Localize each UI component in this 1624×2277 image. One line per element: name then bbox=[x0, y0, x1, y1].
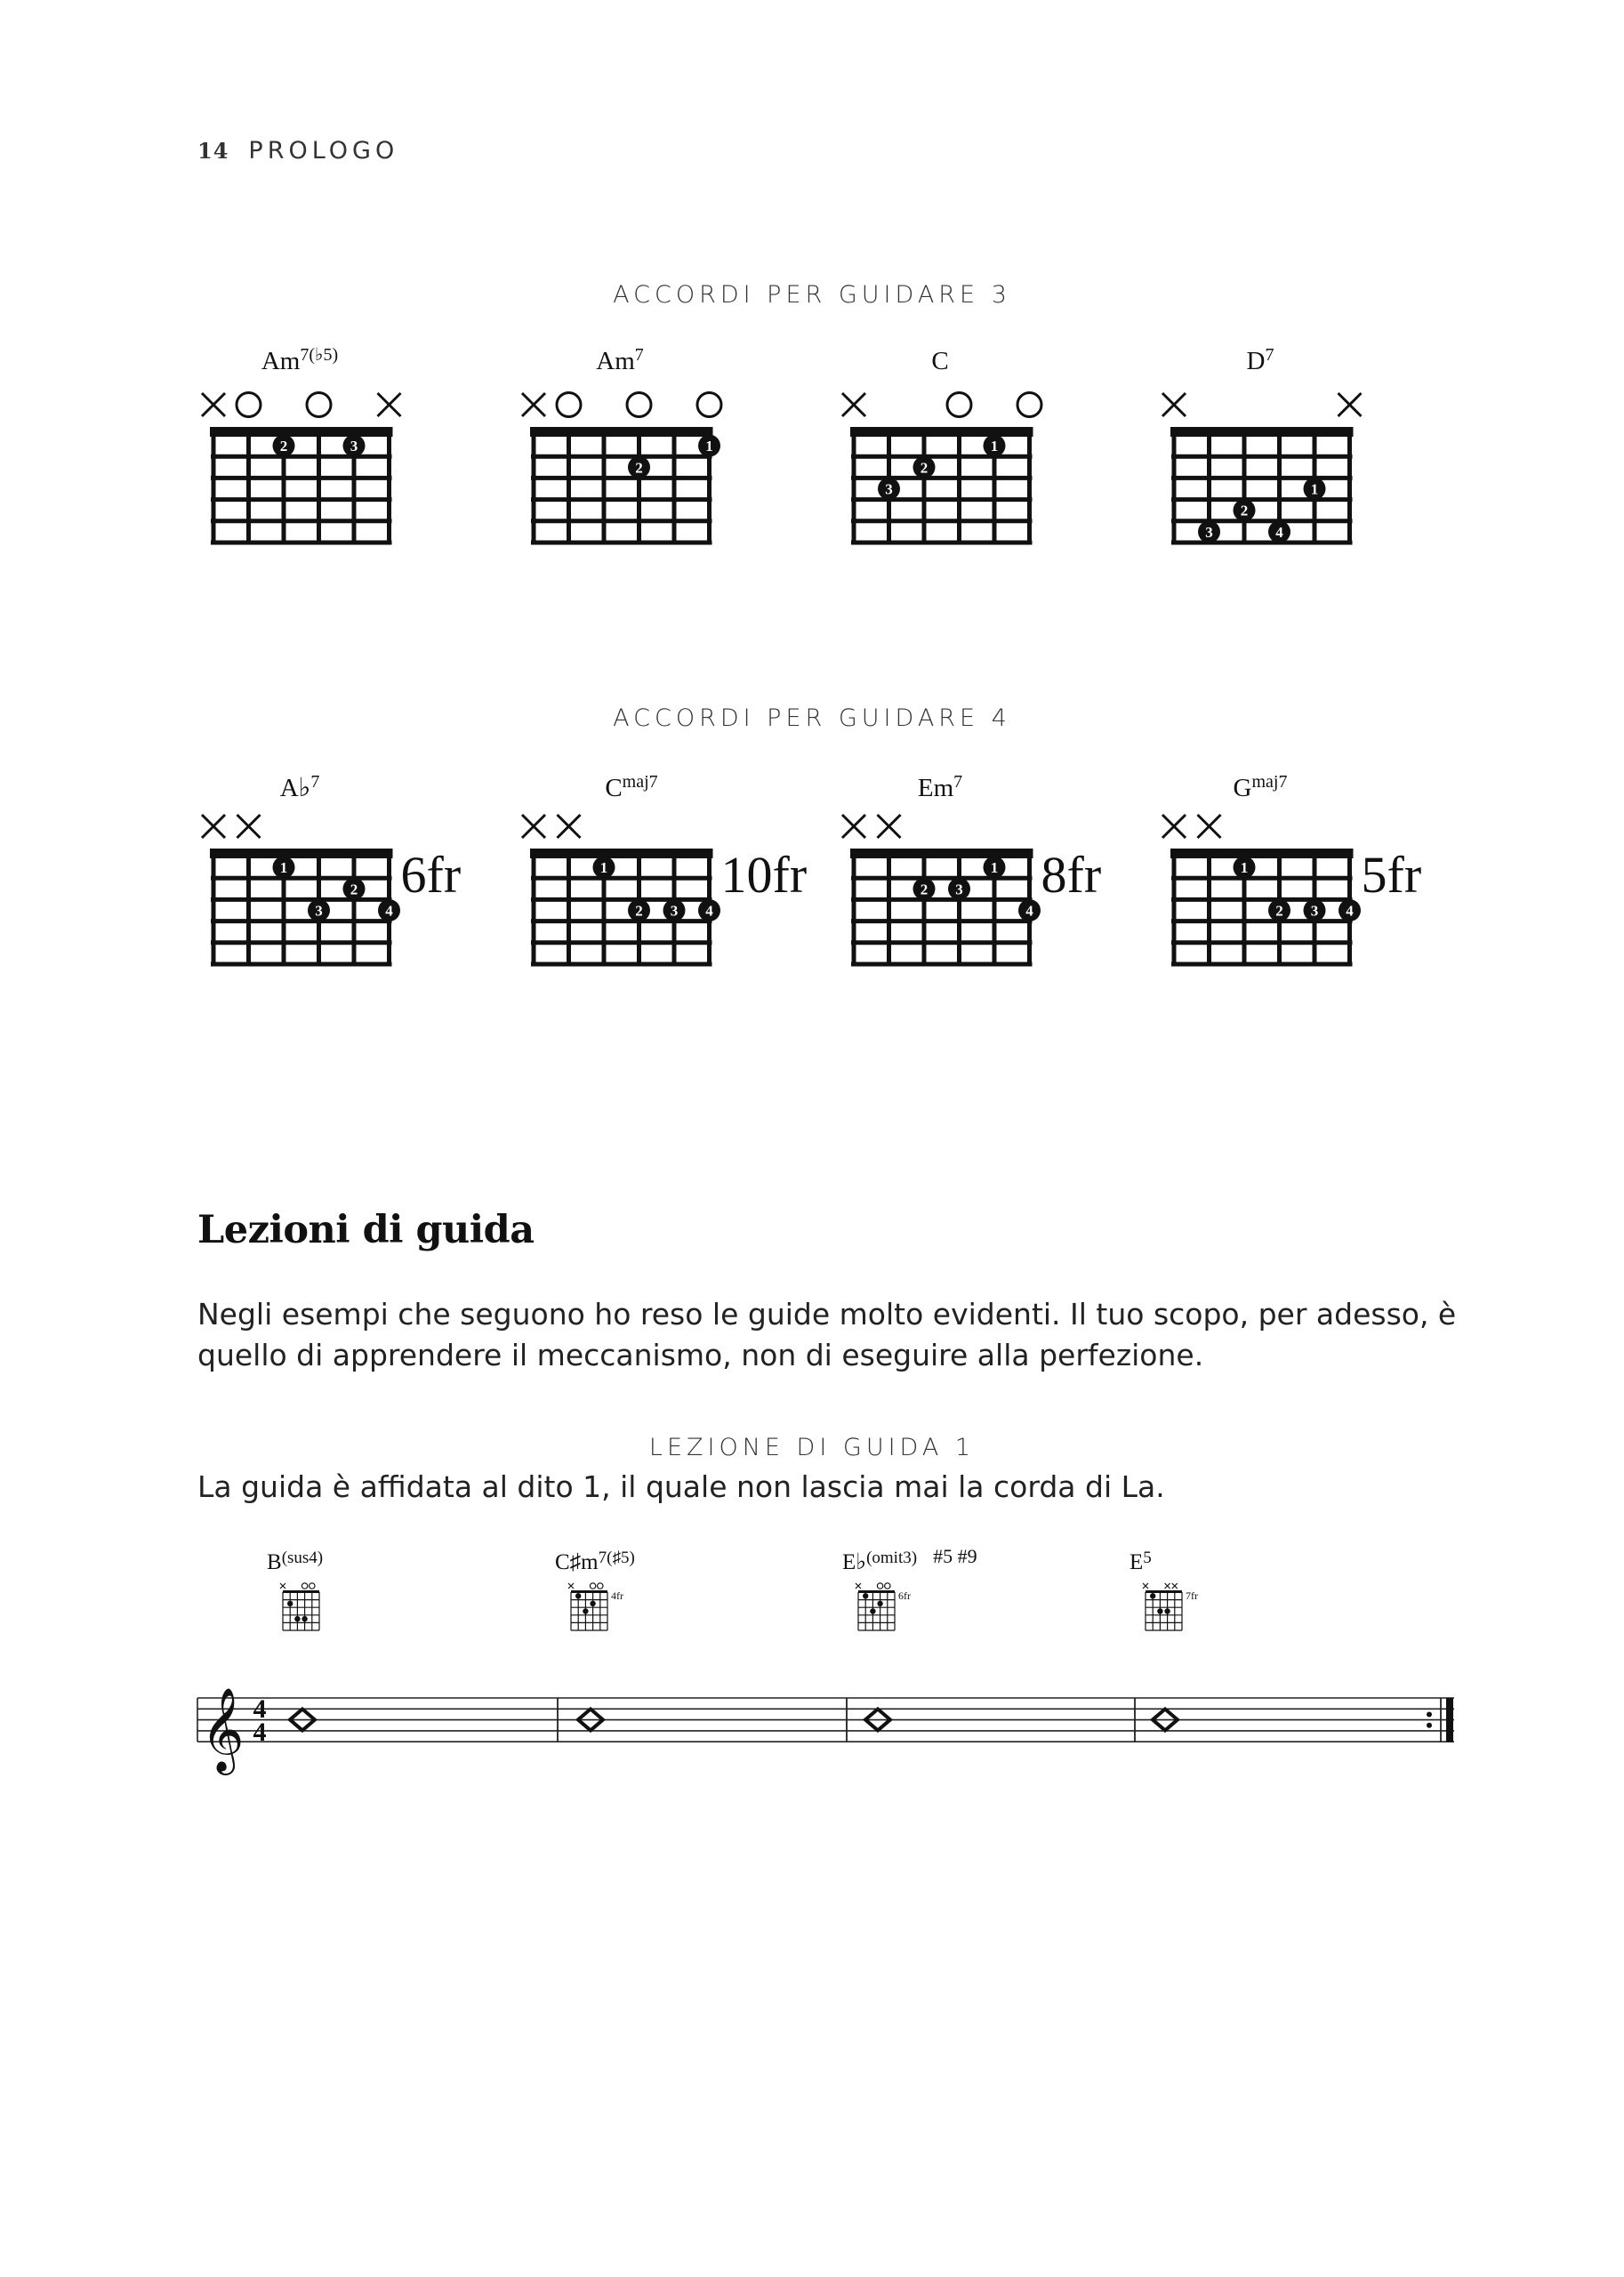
repeat-dot bbox=[1427, 1723, 1432, 1728]
small-chord-diagram bbox=[555, 1549, 635, 1630]
chord-name: $G^{maj7}$ bbox=[1233, 772, 1288, 802]
running-head bbox=[197, 137, 398, 165]
nut bbox=[850, 427, 1033, 437]
finger-dot bbox=[870, 1608, 875, 1613]
lesson-1-notation bbox=[0, 1539, 1624, 1788]
finger-dot bbox=[877, 1601, 882, 1606]
nut bbox=[530, 427, 713, 437]
lesson-description: La guida è affidata al dito 1, il quale non lascia mai la corda di La. bbox=[197, 1469, 1165, 1504]
fret-position-label: 6fr bbox=[400, 846, 462, 904]
finger-number: 4 bbox=[1346, 902, 1354, 920]
lesson-title: LEZIONE DI GUIDA 1 bbox=[648, 1434, 976, 1461]
chord-diagram bbox=[522, 772, 807, 966]
finger-dot bbox=[590, 1601, 595, 1606]
finger-dot bbox=[294, 1616, 300, 1621]
finger-number: 2 bbox=[279, 438, 288, 455]
fret-position-label: 10fr bbox=[720, 846, 808, 904]
finger-dot bbox=[287, 1601, 293, 1606]
open-string-icon bbox=[237, 393, 261, 417]
finger-number: 1 bbox=[279, 859, 288, 877]
nut bbox=[858, 1590, 895, 1593]
chord-diagrams-4 bbox=[0, 756, 1624, 1050]
chord-name: Am$^7$ bbox=[596, 345, 644, 375]
muted-string-icon bbox=[378, 393, 401, 416]
muted-string-icon bbox=[1162, 393, 1186, 416]
muted-string-icon bbox=[1172, 1583, 1178, 1589]
muted-string-icon bbox=[1198, 815, 1221, 838]
finger-number: 4 bbox=[1275, 523, 1283, 541]
chord-name: $D^7$ bbox=[1246, 345, 1274, 375]
muted-string-icon bbox=[522, 393, 545, 416]
open-string-icon bbox=[557, 393, 581, 417]
intro-paragraph: Negli esempi che seguono ho reso le guide molto evidenti. Il tuo scopo, per adesso, è quello di apprendere il meccanismo, non di eseguire alla perfezione. bbox=[197, 1297, 1457, 1372]
open-string-icon bbox=[947, 393, 971, 417]
small-chord-name: E♭$^{(omit3)}$ #5 #9 bbox=[842, 1545, 977, 1574]
open-string-icon bbox=[310, 1583, 315, 1589]
open-string-icon bbox=[598, 1583, 603, 1589]
open-string-icon bbox=[301, 1583, 307, 1589]
muted-string-icon bbox=[202, 815, 225, 838]
muted-string-icon bbox=[558, 815, 581, 838]
nut bbox=[1170, 427, 1354, 437]
muted-string-icon bbox=[842, 815, 865, 838]
open-string-icon bbox=[885, 1583, 890, 1589]
muted-string-icon bbox=[842, 393, 865, 416]
finger-number: 4 bbox=[385, 902, 393, 920]
finger-number: 1 bbox=[1240, 859, 1249, 877]
nut bbox=[1170, 849, 1354, 858]
chord-name: $Am^{7(♭5)}$ bbox=[261, 345, 339, 375]
finger-number: 4 bbox=[1025, 902, 1033, 920]
chord-diagram bbox=[522, 345, 721, 544]
finger-number: 4 bbox=[705, 902, 713, 920]
final-thick-barline bbox=[1446, 1698, 1453, 1742]
finger-dot bbox=[1157, 1608, 1162, 1613]
chord-diagram bbox=[202, 345, 401, 544]
muted-string-icon bbox=[1165, 1583, 1170, 1589]
muted-string-icon bbox=[1143, 1583, 1148, 1589]
muted-string-icon bbox=[856, 1583, 861, 1589]
muted-string-icon bbox=[1339, 393, 1362, 416]
fret-position-label: 4fr bbox=[611, 1589, 623, 1602]
nut bbox=[850, 849, 1033, 858]
nut bbox=[210, 427, 393, 437]
nut bbox=[1146, 1590, 1182, 1593]
running-title: PROLOGO bbox=[248, 137, 399, 165]
finger-number: 2 bbox=[1240, 502, 1249, 519]
finger-number: 3 bbox=[1205, 523, 1213, 541]
chord-diagram bbox=[202, 772, 461, 966]
finger-number: 3 bbox=[315, 902, 323, 920]
muted-string-icon bbox=[202, 393, 225, 416]
nut bbox=[530, 849, 713, 858]
small-chord-name: $C♯m^{7(♯5)}$ bbox=[555, 1549, 635, 1574]
nut bbox=[283, 1590, 319, 1593]
small-chord-diagram bbox=[842, 1545, 977, 1630]
finger-dot bbox=[1150, 1593, 1155, 1598]
fret-position-label: 6fr bbox=[898, 1589, 911, 1602]
open-string-icon bbox=[307, 393, 331, 417]
finger-number: 2 bbox=[350, 881, 358, 898]
repeat-dot bbox=[1427, 1711, 1432, 1717]
chord-diagram bbox=[842, 347, 1041, 544]
open-string-icon bbox=[627, 393, 651, 417]
chord-diagram bbox=[1162, 345, 1362, 544]
finger-dot bbox=[301, 1616, 307, 1621]
finger-dot bbox=[863, 1593, 868, 1598]
muted-string-icon bbox=[280, 1583, 285, 1589]
finger-dot bbox=[583, 1608, 588, 1613]
finger-number: 2 bbox=[1275, 902, 1283, 920]
nut bbox=[571, 1590, 607, 1593]
muted-string-icon bbox=[1162, 815, 1186, 838]
finger-number: 2 bbox=[920, 459, 929, 477]
chord-diagram bbox=[1162, 772, 1421, 966]
muted-string-icon bbox=[568, 1583, 574, 1589]
finger-number: 1 bbox=[1310, 480, 1319, 498]
open-string-icon bbox=[590, 1583, 595, 1589]
open-string-icon bbox=[1017, 393, 1041, 417]
chord-name: Em$^7$ bbox=[917, 772, 963, 802]
finger-number: 2 bbox=[635, 459, 643, 477]
time-signature-bottom: 4 bbox=[253, 1718, 267, 1747]
finger-dot bbox=[575, 1593, 581, 1598]
finger-number: 2 bbox=[920, 881, 929, 898]
open-string-icon bbox=[877, 1583, 882, 1589]
treble-clef-icon: 𝄞 bbox=[201, 1689, 245, 1771]
muted-string-icon bbox=[522, 815, 545, 838]
fret-position-label: 7fr bbox=[1186, 1589, 1198, 1602]
small-chord-diagram bbox=[267, 1549, 323, 1630]
finger-number: 1 bbox=[599, 859, 608, 877]
nut bbox=[210, 849, 393, 858]
finger-number: 3 bbox=[885, 480, 893, 498]
finger-number: 1 bbox=[990, 438, 999, 455]
chord-name: A♭$^7$ bbox=[279, 772, 320, 802]
chord-diagrams-3 bbox=[0, 338, 1624, 640]
small-chord-name: $B^{(sus4)}$ bbox=[267, 1549, 324, 1574]
muted-string-icon bbox=[237, 815, 261, 838]
page-number: 14 bbox=[197, 138, 229, 164]
muted-string-icon bbox=[878, 815, 901, 838]
fret-position-label: 5fr bbox=[1361, 846, 1422, 904]
finger-number: 3 bbox=[670, 902, 679, 920]
section-title-3: ACCORDI PER GUIDARE 3 bbox=[613, 281, 1011, 309]
chord-name: $C^{maj7}$ bbox=[605, 772, 658, 802]
section-title-4: ACCORDI PER GUIDARE 4 bbox=[613, 704, 1011, 732]
chord-diagram bbox=[842, 772, 1101, 966]
chord-name: C bbox=[931, 347, 949, 375]
small-chord-diagram bbox=[1130, 1549, 1198, 1630]
time-signature-top: 4 bbox=[253, 1694, 267, 1724]
section-heading: Lezioni di guida bbox=[197, 1208, 535, 1252]
finger-number: 3 bbox=[1310, 902, 1319, 920]
open-string-icon bbox=[697, 393, 721, 417]
small-chord-name: $E^5$ bbox=[1130, 1549, 1152, 1574]
fret-position-label: 8fr bbox=[1041, 846, 1102, 904]
finger-number: 3 bbox=[955, 881, 963, 898]
finger-number: 1 bbox=[990, 859, 999, 877]
finger-number: 3 bbox=[350, 438, 358, 455]
finger-dot bbox=[1164, 1608, 1170, 1613]
finger-number: 1 bbox=[705, 438, 713, 455]
finger-number: 2 bbox=[635, 902, 643, 920]
